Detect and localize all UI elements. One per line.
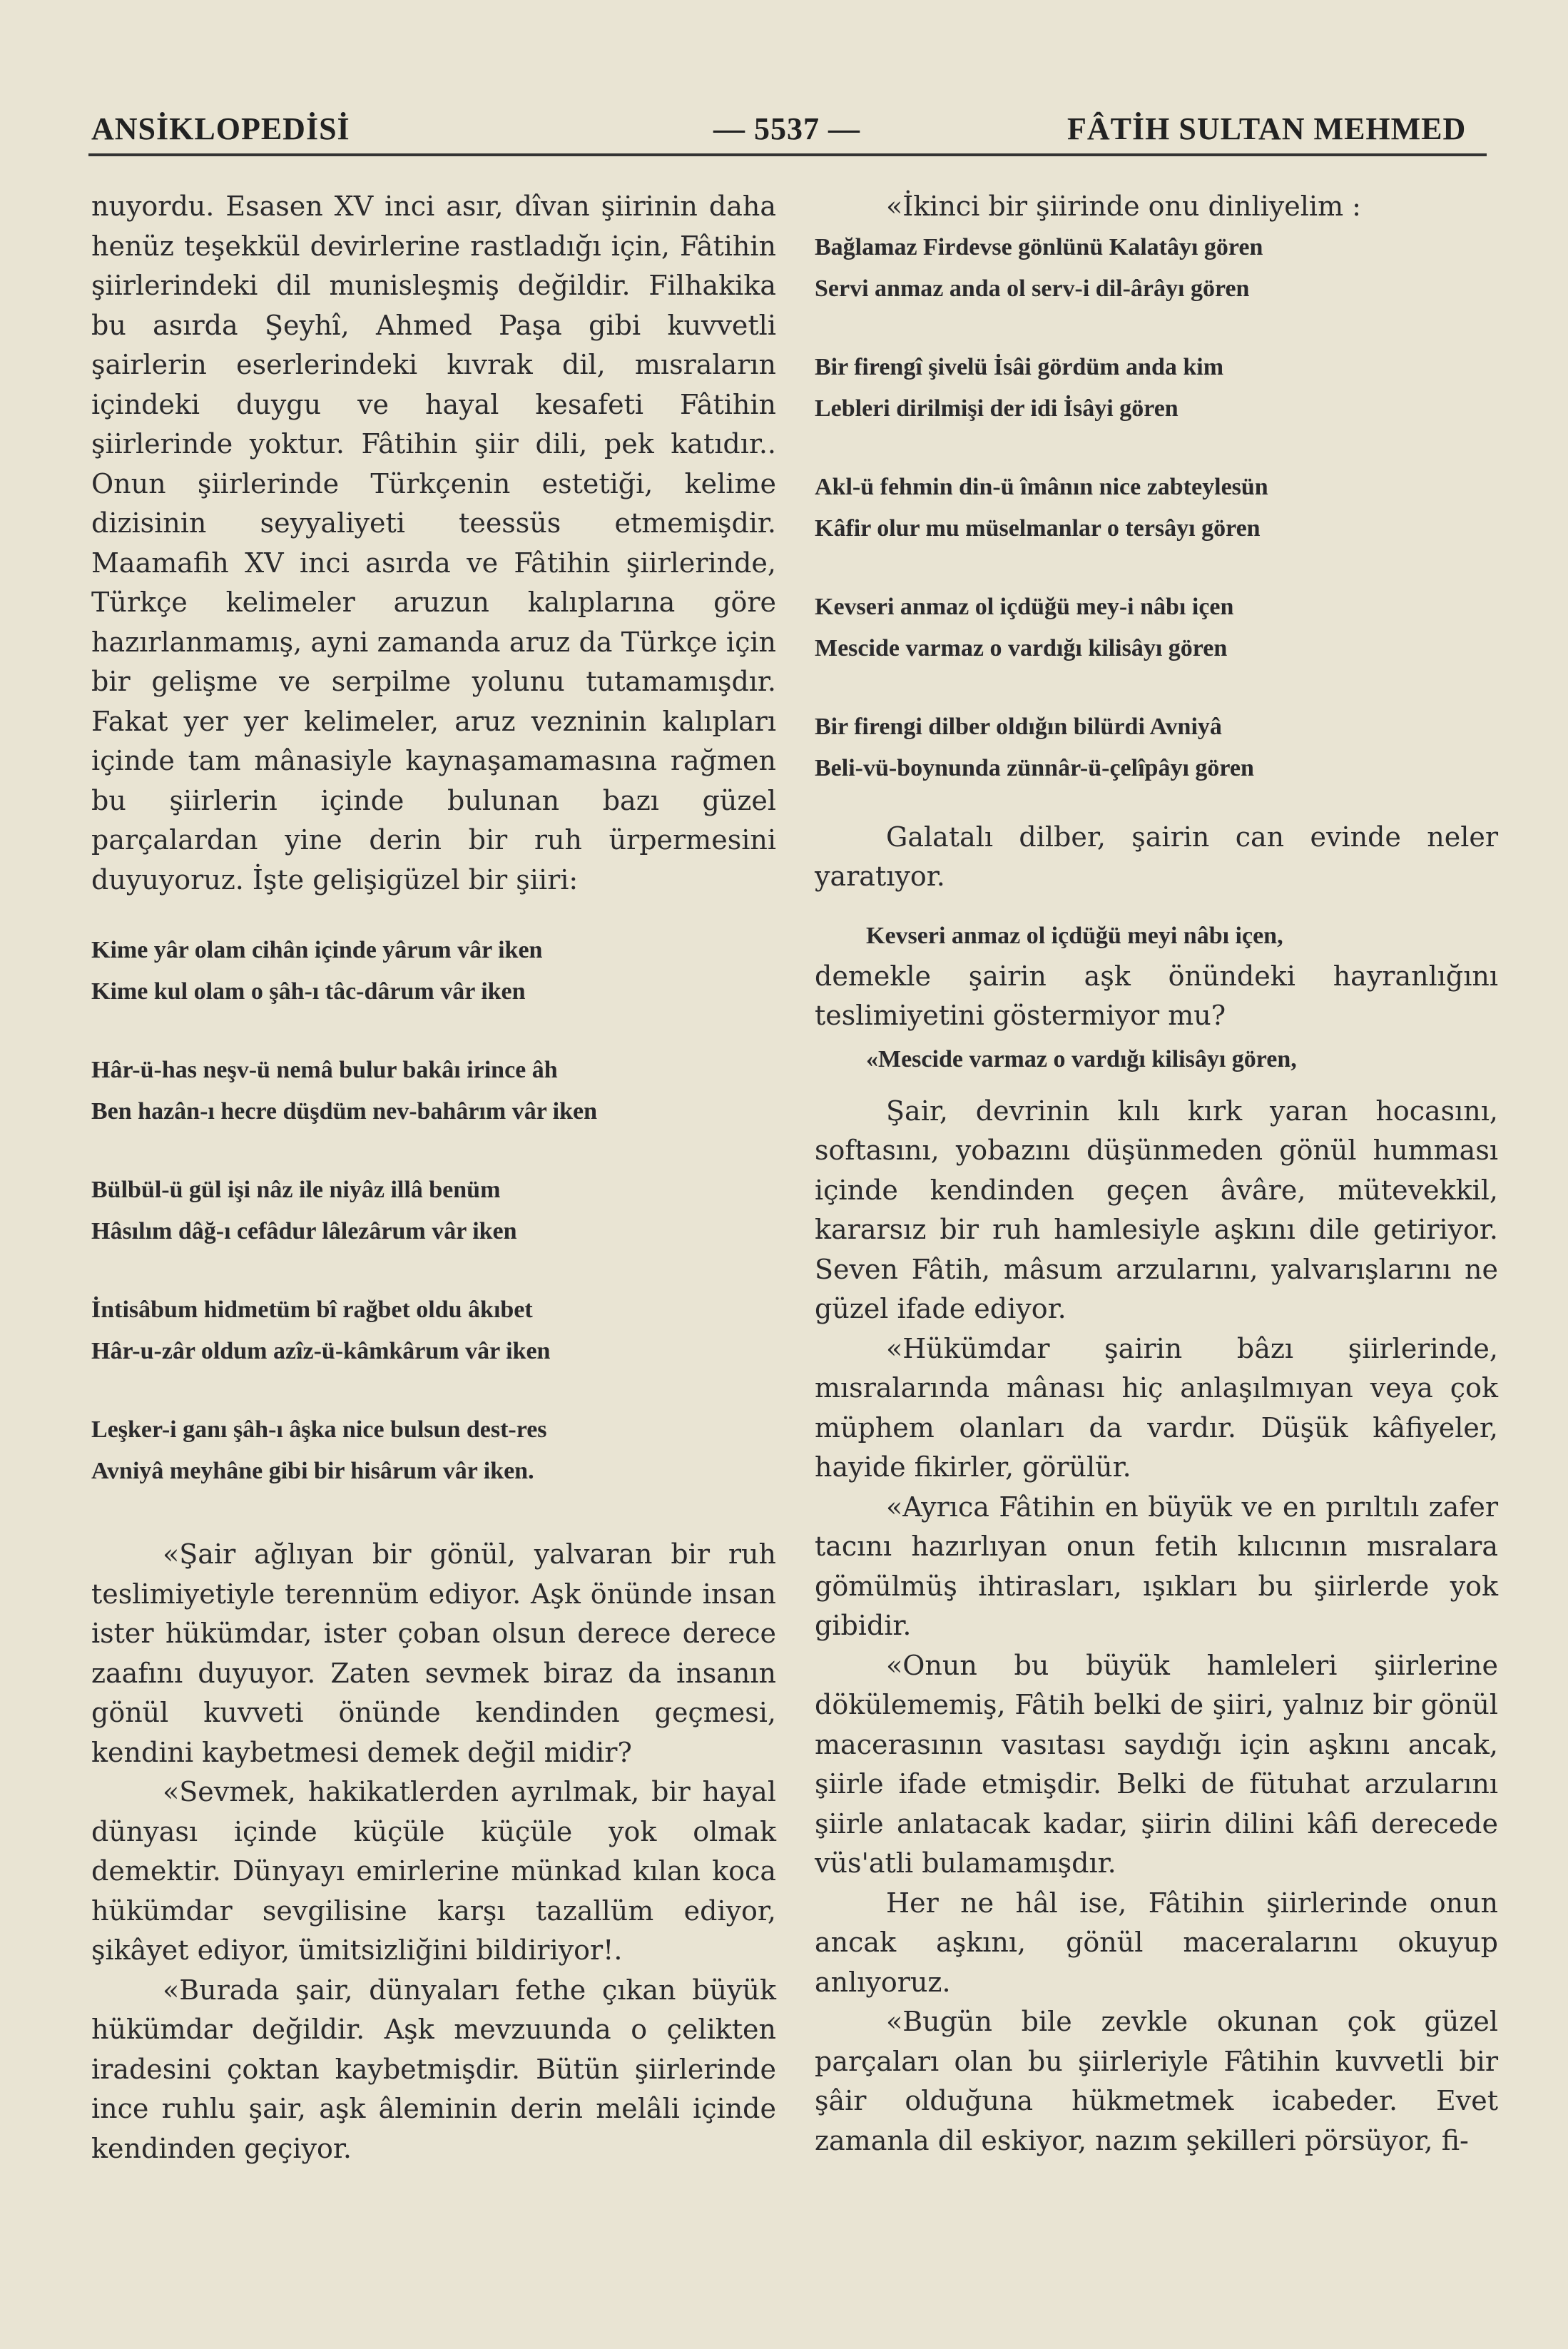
- poem-couplet: [815, 347, 1498, 430]
- commentary: [815, 1092, 1498, 2161]
- body-paragraph: «Ayrıca Fâtihin en büyük ve en pırıltılı zafer tacını hazırlıyan onun fetih kılıcının mısralara gömülmüş ihtirasları, ışıkları bu şiirlerde yok gibidir.: [815, 1491, 1498, 1641]
- body-paragraph: nuyordu. Esasen XV inci asır, dîvan şiirinin daha henüz teşekkül devirlerine rastladığı için, Fâtihin şiirlerindeki dil munisleşmiş değildir. Filhakika bu asırda Şeyhî, Ahmed Paşa gibi kuvvetli şairlerin eserlerindeki kıvrak dil, mısraların içindeki duygu ve hayal kesafeti Fâtihin şiirlerinde yoktur. Fâtihin şiir dili, pek katıdır.. Onun şiirlerinde Türkçenin estetiği, kelime dizisinin seyyaliyeti teessüs etmemişdir. Maamafih XV inci asırda ve Fâtihin şiirlerinde, Türkçe kelimeler aruzun kalıplarına göre hazırlanmamış, ayni zamanda aruz da Türkçe için bir gelişme ve serpilme yolunu tutamamışdır. Fakat yer yer kelimeler, aruz vezninin kalıpları içinde tam mânasiyle kaynaşamamasına rağmen bu şiirlerin içinde bulunan bazı güzel parçalardan yine derin bir ruh ürpermesini duyuyoruz. İşte gelişigüzel bir şiiri:: [91, 191, 776, 896]
- poem-verse: Bir firengî şivelü İsâi gördüm anda kim: [815, 353, 1224, 380]
- page-number: — 5537 —: [713, 111, 860, 146]
- header-article-title: FÂTİH SULTAN MEHMED: [1067, 111, 1467, 146]
- header-encyclopedia-title: ANSİKLOPEDİSİ: [91, 111, 350, 146]
- poem-couplet: [91, 930, 776, 1013]
- commentary: [91, 1535, 776, 2168]
- poem-verse: Kime yâr olam cihân içinde yârum vâr iken: [91, 937, 543, 963]
- poem-couplet: [815, 706, 1498, 789]
- poem-verse: Bir firengi dilber oldığın bilürdi Avniyâ: [815, 713, 1222, 740]
- poem-verse: Akl-ü fehmin din-ü îmânın nice zabteylesün: [815, 473, 1268, 500]
- poem-verse: İntisâbum hidmetüm bî rağbet oldu âkıbet: [91, 1297, 533, 1323]
- body-paragraph: Galatalı dilber, şairin can evinde neler yaratıyor.: [815, 821, 1498, 892]
- poem-verse: Avniyâ meyhâne gibi bir hisârum vâr iken.: [91, 1458, 534, 1484]
- quoted-verse: «Mescide varmaz o vardığı kilisâyı gören,: [866, 1045, 1297, 1072]
- body-paragraph: Şair, devrinin kılı kırk yaran hocasını, softasını, yobazını düşünmeden gönül humması içinde kendinden geçen âvâre, mütevekkil, kararsız bir ruh hamlesiyle aşkını dile getiriyor. Seven Fâtih, mâsum arzularını, yalvarışlarını ne güzel ifade ediyor.: [815, 1095, 1498, 1324]
- poem-verse: Lebleri dirilmişi der idi İsâyi gören: [815, 395, 1178, 422]
- poem-verse: Bülbül-ü gül işi nâz ile niyâz illâ benüm: [91, 1177, 501, 1203]
- poem-couplet: [91, 1050, 776, 1132]
- poem-couplet: [91, 1409, 776, 1492]
- poem-verse: Kime kul olam o şâh-ı tâc-dârum vâr iken: [91, 978, 526, 1005]
- header-rule: [88, 153, 1487, 156]
- body-paragraph: «Hükümdar şairin bâzı şiirlerinde, mısralarında mânası hiç anlaşılmıyan veya çok müphem olanları da vardır. Düşük kâfiyeler, hayide fikirler, görülür.: [815, 1332, 1498, 1483]
- poem-couplet: [91, 1170, 776, 1252]
- body-paragraph: «Sevmek, hakikatlerden ayrılmak, bir hayal dünyası içinde küçüle küçüle yok olmak demektir. Dünyayı emirlerine münkad kılan koca hükümdar sevgilisine karşı tazallüm ediyor, şikâyet ediyor, ümitsizliğini bildiriyor!.: [91, 1776, 776, 1966]
- poem-verse: Ben hazân-ı hecre düşdüm nev-bahârım vâr iken: [91, 1098, 598, 1125]
- poem-verse: Beli-vü-boynunda zünnâr-ü-çelîpâyı gören: [815, 754, 1254, 781]
- left-column: [91, 187, 776, 2168]
- poem: [815, 227, 1498, 789]
- body-paragraph: demekle şairin aşk önündeki hayranlığını teslimiyetini göstermiyor mu?: [815, 960, 1498, 1031]
- poem-verse: Kevseri anmaz ol içdüğü mey-i nâbı içen: [815, 593, 1234, 620]
- poem-intro: «İkinci bir şiirinde onu dinliyelim :: [886, 191, 1361, 222]
- poem-verse: Hâsılım dâğ-ı cefâdur lâlezârum vâr iken: [91, 1218, 517, 1244]
- body-paragraph: «Onun bu büyük hamleleri şiirlerine dökülememiş, Fâtih belki de şiiri, yalnız bir gönül macerasının vasıtası saydığı için aşkını ancak, şiirle ifade etmişdir. Belki de fütuhat arzularını şiirle anlatacak kadar, şiirin dilini kâfi derecede vüs'atli bulamamışdır.: [815, 1649, 1498, 1879]
- poem-verse: Mescide varmaz o vardığı kilisâyı gören: [815, 634, 1228, 661]
- poem-couplet: [815, 227, 1498, 310]
- poem-couplet: [815, 467, 1498, 549]
- poem-verse: Kâfir olur mu müselmanlar o tersâyı gören: [815, 514, 1261, 542]
- body-paragraph: «Burada şair, dünyaları fethe çıkan büyük hükümdar değildir. Aşk mevzuunda o çelikten iradesini çoktan kaybetmişdir. Bütün şiirlerinde ince ruhlu şair, aşk âleminin derin melâli içinde kendinden geçiyor.: [91, 1974, 776, 2164]
- poem-verse: Leşker-i ganı şâh-ı âşka nice bulsun dest-res: [91, 1416, 547, 1443]
- body-paragraph: Her ne hâl ise, Fâtihin şiirlerinde onun ancak aşkını, gönül maceralarını okuyup anlıyoruz.: [815, 1887, 1498, 1998]
- poem-couplet: [91, 1289, 776, 1372]
- poem-verse: Servi anmaz anda ol serv-i dil-ârâyı gören: [815, 275, 1250, 302]
- poem-verse: Hâr-u-zâr oldum azîz-ü-kâmkârum vâr iken: [91, 1338, 551, 1364]
- body-paragraph: «Bugün bile zevkle okunan çok güzel parçaları olan bu şiirleriyle Fâtihin kuvvetli bir şâir olduğuna hükmetmek icabeder. Evet zamanla dil eskiyor, nazım şekilleri pörsüyor, fi-: [815, 2006, 1498, 2156]
- body-paragraph: «Şair ağlıyan bir gönül, yalvaran bir ruh teslimiyetiyle terennüm ediyor. Aşk önünde insan ister hükümdar, ister çoban olsun derece derece zaafını duyuyor. Zaten sevmek biraz da insanın gönül kuvveti önünde kendinden geçmesi, kendini kaybetmesi demek değil midir?: [91, 1538, 776, 1768]
- poem: [91, 930, 776, 1492]
- quoted-verse: Kevseri anmaz ol içdüğü meyi nâbı içen,: [866, 922, 1283, 949]
- right-column: [815, 187, 1498, 2161]
- poem-verse: Bağlamaz Firdevse gönlünü Kalatâyı gören: [815, 233, 1263, 260]
- poem-couplet: [815, 587, 1498, 669]
- poem-verse: Hâr-ü-has neşv-ü nemâ bulur bakâı irince âh: [91, 1057, 558, 1083]
